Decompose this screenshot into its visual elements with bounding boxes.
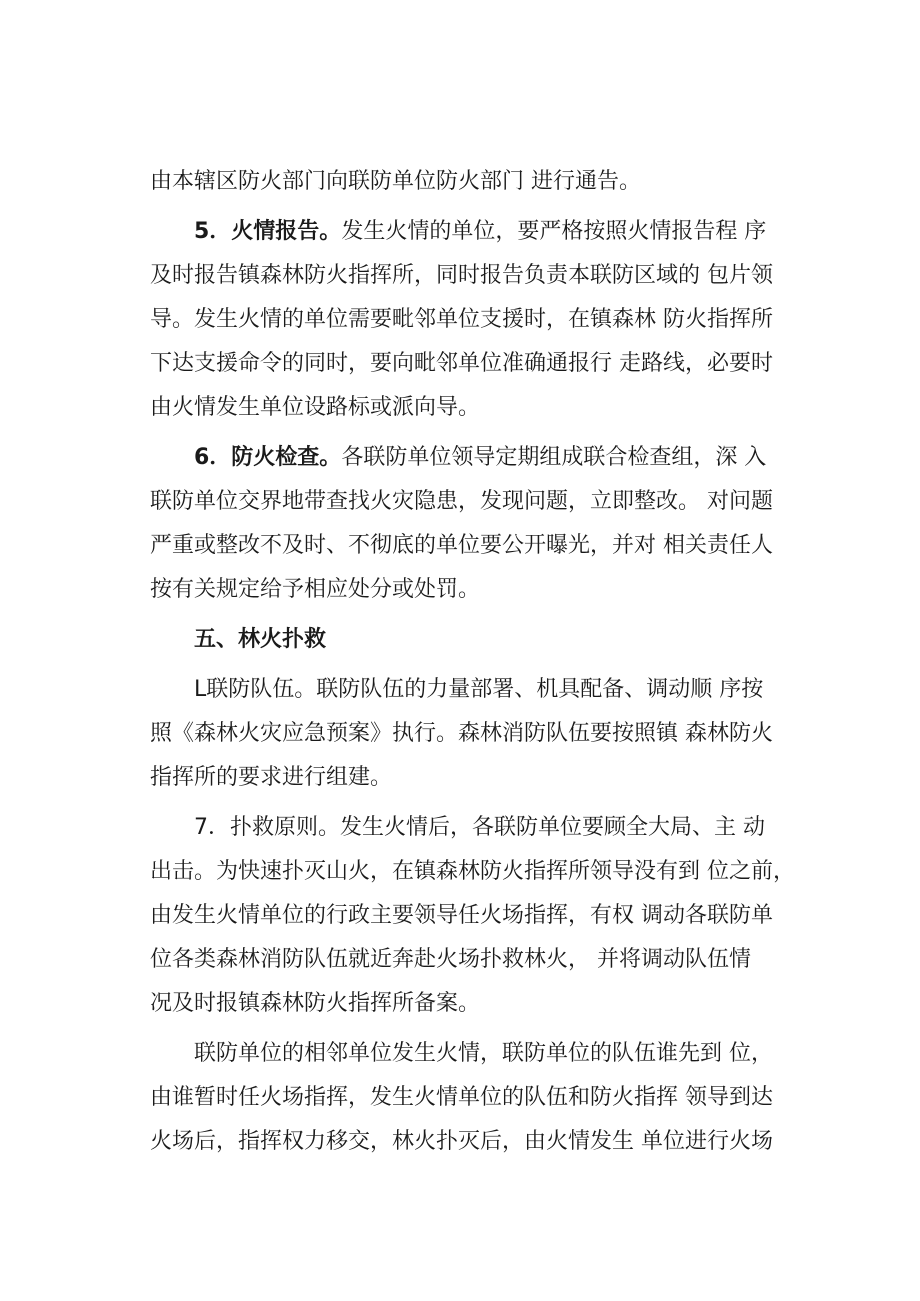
text-line: 严重或整改不及时、不彻底的单位要公开曝光，并对 相关责任人 bbox=[150, 533, 773, 558]
text-line: 指挥所的要求进行组建。 bbox=[150, 765, 393, 790]
text-line bbox=[150, 436, 810, 480]
paragraph-continuation bbox=[150, 160, 810, 204]
text-line: 联防单位的相邻单位发生火情，联防单位的队伍谁先到 位， bbox=[194, 1041, 773, 1066]
text-line: 7．扑救原则。发生火情后，各联防单位要顾全大局、主 动 bbox=[194, 815, 765, 840]
text-line: 出击。为快速扑灭山火，在镇森林防火指挥所领导没有到 位之前， bbox=[150, 859, 795, 884]
paragraph-text: 发生火情的单位，要严格按照火情报告程 序 bbox=[341, 219, 767, 244]
text-line: 下达支援命令的同时，要向毗邻单位准确通报行 走路线，必要时 bbox=[150, 351, 773, 376]
paragraph-fire-inspection bbox=[150, 436, 810, 612]
paragraph-fire-report bbox=[150, 210, 810, 430]
text-line: 火场后，指挥权力移交，林火扑灭后，由火情发生 单位进行火场 bbox=[150, 1129, 773, 1154]
text-line: 按有关规定给予相应处分或处罚。 bbox=[150, 577, 481, 602]
text-line: 及时报告镇森林防火指挥所，同时报告负责本联防区域的 包片领 bbox=[150, 263, 773, 288]
text-line: 由火情发生单位设路标或派向导。 bbox=[150, 395, 481, 420]
document-page bbox=[150, 160, 810, 1164]
text-line: 联防单位交界地带查找火灾隐患，发现问题，立即整改。 对问题 bbox=[150, 489, 773, 514]
section-title: 五、林火扑救 bbox=[194, 627, 327, 652]
paragraph-heading: 5．火情报告。 bbox=[194, 219, 342, 244]
section-heading bbox=[150, 618, 810, 662]
text-line: 由本辖区防火部门向联防单位防火部门 进行通告。 bbox=[150, 169, 641, 194]
paragraph-joint-team bbox=[150, 668, 810, 800]
text-line: L联防队伍。联防队伍的力量部署、机具配备、调动顺 序按 bbox=[194, 677, 764, 702]
text-line: 况及时报镇森林防火指挥所备案。 bbox=[150, 991, 481, 1016]
paragraph-text: 各联防单位领导定期组成联合检查组，深 入 bbox=[341, 445, 767, 470]
text-line: 导。发生火情的单位需要毗邻单位支援时，在镇森林 防火指挥所 bbox=[150, 307, 773, 332]
paragraph-firefighting-principle bbox=[150, 806, 810, 1026]
paragraph-heading: 6．防火检查。 bbox=[194, 445, 342, 470]
text-line: 由发生火情单位的行政主要领导任火场指挥，有权 调动各联防单 bbox=[150, 903, 773, 928]
text-line: 由谁暂时任火场指挥，发生火情单位的队伍和防火指挥 领导到达 bbox=[150, 1085, 773, 1110]
text-line: 照《森林火灾应急预案》执行。森林消防队伍要按照镇 森林防火 bbox=[150, 721, 773, 746]
text-line: 位各类森林消防队伍就近奔赴火场扑救林火， 并将调动队伍情 bbox=[150, 947, 751, 972]
paragraph-neighbor-fire bbox=[150, 1032, 810, 1164]
text-line bbox=[150, 210, 810, 254]
